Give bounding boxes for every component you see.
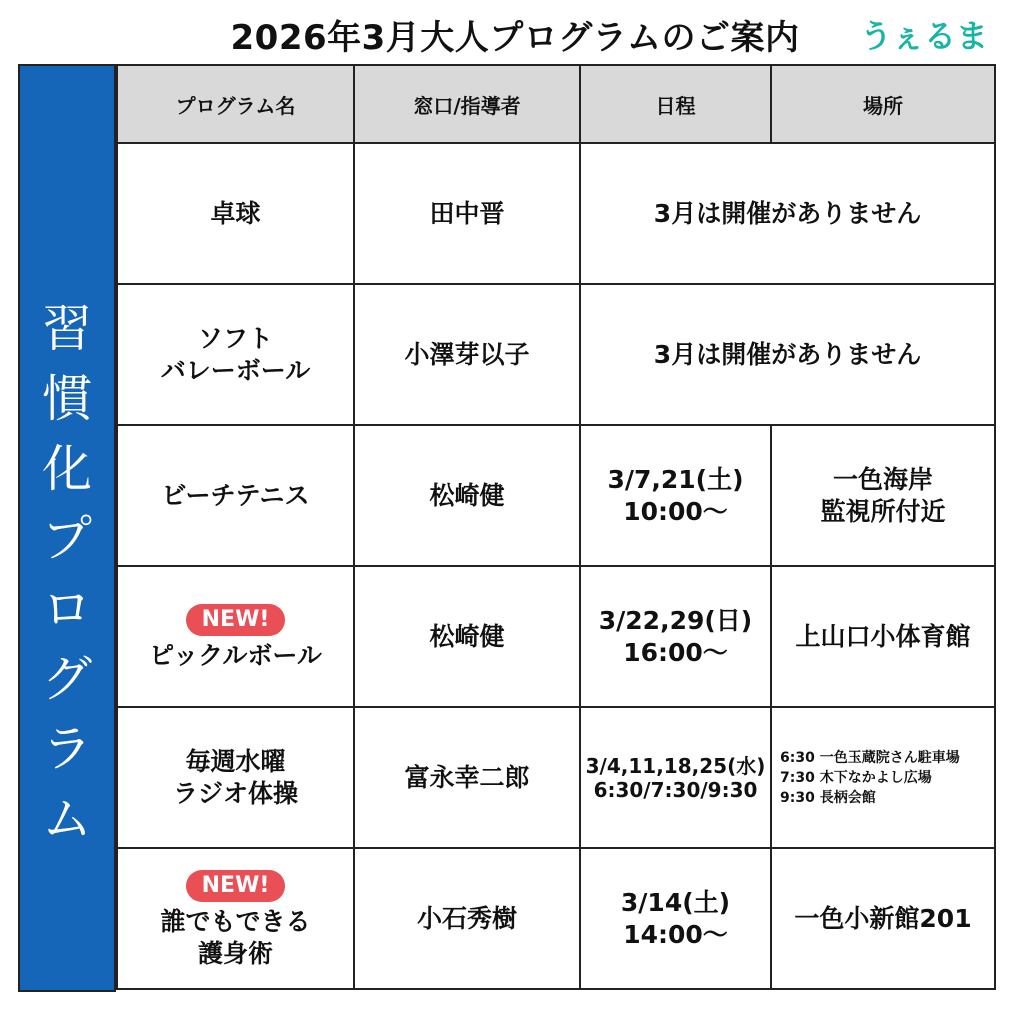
schedule: 3/7,21(土) 10:00〜 — [580, 425, 771, 566]
program-name: ピックルボール — [149, 640, 322, 670]
header-schedule: 日程 — [580, 65, 771, 143]
sidebar-char: ロ — [42, 580, 92, 638]
sidebar-char: プ — [42, 510, 92, 568]
new-badge: NEW! — [186, 604, 286, 636]
logo: うぇるま — [860, 17, 989, 55]
table-row — [117, 566, 995, 707]
table-row — [117, 425, 995, 566]
schedule: 3/22,29(日) 16:00〜 — [580, 566, 771, 707]
no-event-notice: 3月は開催がありません — [580, 143, 995, 284]
program-name: 卓球 — [117, 143, 354, 284]
instructor: 小澤芽以子 — [354, 284, 580, 425]
category-sidebar — [18, 64, 116, 992]
header-instructor: 窓口/指導者 — [354, 65, 580, 143]
table-row — [117, 707, 995, 848]
table-row — [117, 143, 995, 284]
program-name: 誰でもできる 護身術 — [160, 906, 311, 968]
program-name: 毎週水曜 ラジオ体操 — [117, 707, 354, 848]
sidebar-char: ラ — [42, 720, 92, 778]
program-name: ソフト バレーボール — [117, 284, 354, 425]
sidebar-char: 慣 — [42, 370, 92, 428]
header-program: プログラム名 — [117, 65, 354, 143]
sidebar-char: 化 — [42, 440, 92, 498]
program-table — [116, 64, 996, 990]
location: 一色海岸 監視所付近 — [771, 425, 995, 566]
location-item: 9:30 長柄会館 — [780, 789, 876, 806]
sidebar-char: ム — [42, 790, 92, 848]
new-badge: NEW! — [186, 870, 286, 902]
sidebar-char: グ — [42, 650, 92, 708]
location-item: 6:30 一色玉蔵院さん駐車場 — [780, 749, 960, 766]
location-list — [771, 707, 995, 848]
schedule: 3/14(土) 14:00〜 — [580, 848, 771, 989]
instructor: 富永幸二郎 — [354, 707, 580, 848]
program-cell — [117, 566, 354, 707]
sidebar-char: 習 — [42, 300, 92, 358]
instructor: 松崎健 — [354, 425, 580, 566]
program-cell — [117, 848, 354, 989]
program-name: ビーチテニス — [117, 425, 354, 566]
table-row — [117, 848, 995, 989]
instructor: 小石秀樹 — [354, 848, 580, 989]
instructor: 松崎健 — [354, 566, 580, 707]
sidebar-label — [20, 294, 114, 854]
schedule: 3/4,11,18,25(水) 6:30/7:30/9:30 — [580, 707, 771, 848]
location: 上山口小体育館 — [771, 566, 995, 707]
location: 一色小新館201 — [771, 848, 995, 989]
table-row — [117, 284, 995, 425]
header-location: 場所 — [771, 65, 995, 143]
no-event-notice: 3月は開催がありません — [580, 284, 995, 425]
instructor: 田中晋 — [354, 143, 580, 284]
location-item: 7:30 木下なかよし広場 — [780, 769, 932, 786]
page-title: 2026年3月大人プログラムのご案内 — [230, 18, 800, 58]
table-header-row — [117, 65, 995, 143]
